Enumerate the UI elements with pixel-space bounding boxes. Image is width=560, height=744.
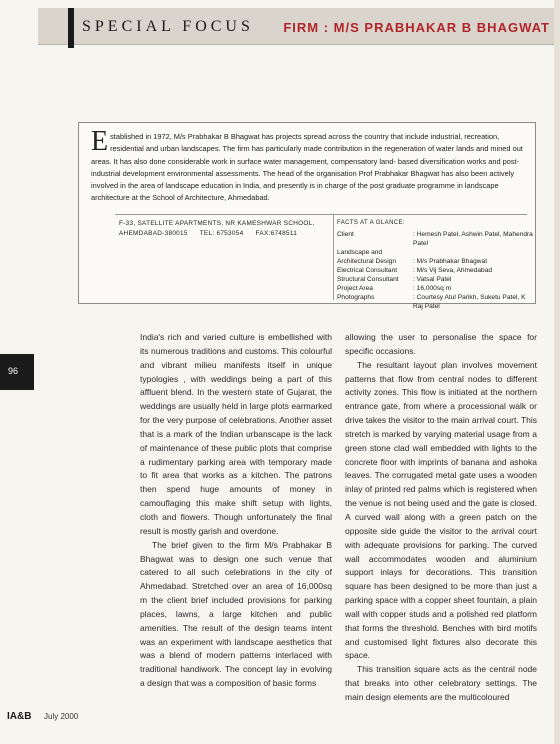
intro-divider-vertical <box>333 214 334 300</box>
firm-title: FIRM : M/S PRABHAKAR B BHAGWAT <box>283 20 550 35</box>
contact-tel: TEL: 6753054 <box>199 230 244 237</box>
fact-row <box>337 275 533 284</box>
drop-cap: E <box>91 126 109 157</box>
body-paragraph: allowing the user to personalise the space for specific occasions. <box>345 332 537 356</box>
fact-key: Electrical Consultant <box>337 267 398 274</box>
fact-value: : Courtesy Atul Parikh, Suketu Patel, K Raj Patel <box>413 294 526 310</box>
fact-key: Client <box>337 231 354 238</box>
body-paragraph: The resultant layout plan involves movement patterns that flow from central nodes to different activity zones. This flow is initiated at the northern entrance gate, from where a processional walk or drive takes the visitor to the main arrival court. This stretch is marked by varying material usage from a green stone clad wall embedded with lights to the concrete floor with imprints of banana and ashoka leaves. The corrugated metal gate uses a wooden inlay of printed red palms which is registered when the venue is not being used and the gate is closed. A curved wall along with a green patch on the opposite side guide the visitor to the arrival court with adequate provisions for parking. The curved wall accommodates wooden and aluminium support inlays for decorations. This transition square has been designed to be more than just a parking space with a copper sheet fountain, a plain wall with copper studs and a polished red platform that forms the threshold. Benches with bird motifs and customised light fixtures also decorate this space. <box>345 359 537 661</box>
magazine-logo: IA&B <box>7 711 32 722</box>
fact-value: : M/s Prabhakar Bhagwat <box>413 258 488 265</box>
fact-key: Project Area <box>337 285 373 292</box>
issue-date: July 2000 <box>44 712 79 721</box>
fact-key: Landscape and <box>337 249 383 256</box>
fact-row <box>337 284 533 293</box>
intro-box <box>78 122 536 310</box>
fact-value: : Hemesh Patel, Ashwin Patel, Mahendra Patel <box>413 231 533 247</box>
fact-value: : M/s Vij Seva, Ahmedabad <box>413 267 493 274</box>
fact-value: : 16,000sq m <box>413 285 452 292</box>
section-title: SPECIAL FOCUS <box>82 18 254 35</box>
page-edge <box>554 0 560 744</box>
intro-paragraph: stablished in 1972, M/s Prabhakar B Bhagwat has projects spread across the country that include industrial, recreation, residential and urban landscapes. The firm has particularly made contribution in the regeneration of water lands and mined out areas. It has also done considerable work in surface water management, compensatory land- based diversification works and post-industrial development environmental assessments. The head of the organisation Prof Prabhakar Bhagwat has also been actively involved in the area of landscape education in India, and presently is in charge of the post graduate programme in landscape architecture at the School of Architecture, Ahmedabad. <box>91 132 523 203</box>
contact-block <box>119 219 329 239</box>
fact-key: Structural Consultant <box>337 276 399 283</box>
fact-key: Architectural Design <box>337 258 397 265</box>
fact-row <box>337 257 533 266</box>
contact-address: F-33, SATELLITE APARTMENTS, NR KAMESHWAR SCHOOL, <box>119 220 315 227</box>
contact-fax: FAX:6748511 <box>255 230 298 237</box>
fact-value <box>413 248 533 257</box>
intro-text <box>91 126 525 205</box>
body-paragraph: This transition square acts as the central node that breaks into other celebratory settings. The main design elements are the multicoloured <box>345 664 537 702</box>
fact-row <box>337 293 533 311</box>
body-column-right <box>345 331 537 705</box>
contact-city: AHEMDABAD-380015 <box>119 230 188 237</box>
body-column-left <box>140 331 332 691</box>
page-number-tab <box>0 354 34 390</box>
intro-divider-horizontal <box>115 214 527 215</box>
fact-row <box>337 266 533 275</box>
fact-value: : Vatsal Patel <box>413 276 452 283</box>
body-paragraph: The brief given to the firm M/s Prabhakar B Bhagwat was to design one such venue that catered to all such celebrations in the city of Ahmedabad. Stretched over an area of 16,000sq m the client brief included provisions for parking places, lawns, a large kitchen and public amenities. The result of the design teams intent was an experiment with landscape aesthetics that was a blend of modern patterns interlaced with traditional handiwork. The concept lay in evolving a design that was a composition of basic forms <box>140 539 332 689</box>
facts-title: FACTS AT A GLANCE: <box>337 220 405 226</box>
fact-key: Photographs <box>337 294 375 301</box>
facts-at-a-glance <box>337 219 533 311</box>
page-number: 96 <box>8 366 19 376</box>
header-accent-bar <box>68 8 74 48</box>
contact-details <box>119 229 329 239</box>
body-paragraph: India's rich and varied culture is embellished with its numerous traditions and customs. This colourful and vibrant milieu manifests itself in unique typologies , with weddings being a part of this affluent blend. In the western state of Gujarat, the weddings are usually held in large plots earmarked for the very purpose of celebrations. Another asset that is a mark of the Indian urbanscape is the lack of maintenance of these public plots that comprise a rudimentary parking area with temporary made to fit area that works as a kitchen. The patrons then spend huge amounts of money in camouflaging this make shift setup with lights, cloth and flowers. Though unfortunately the final result is mostly garish and overdone. <box>140 332 332 536</box>
page-header <box>38 8 560 45</box>
fact-row <box>337 248 533 257</box>
fact-row <box>337 230 533 248</box>
